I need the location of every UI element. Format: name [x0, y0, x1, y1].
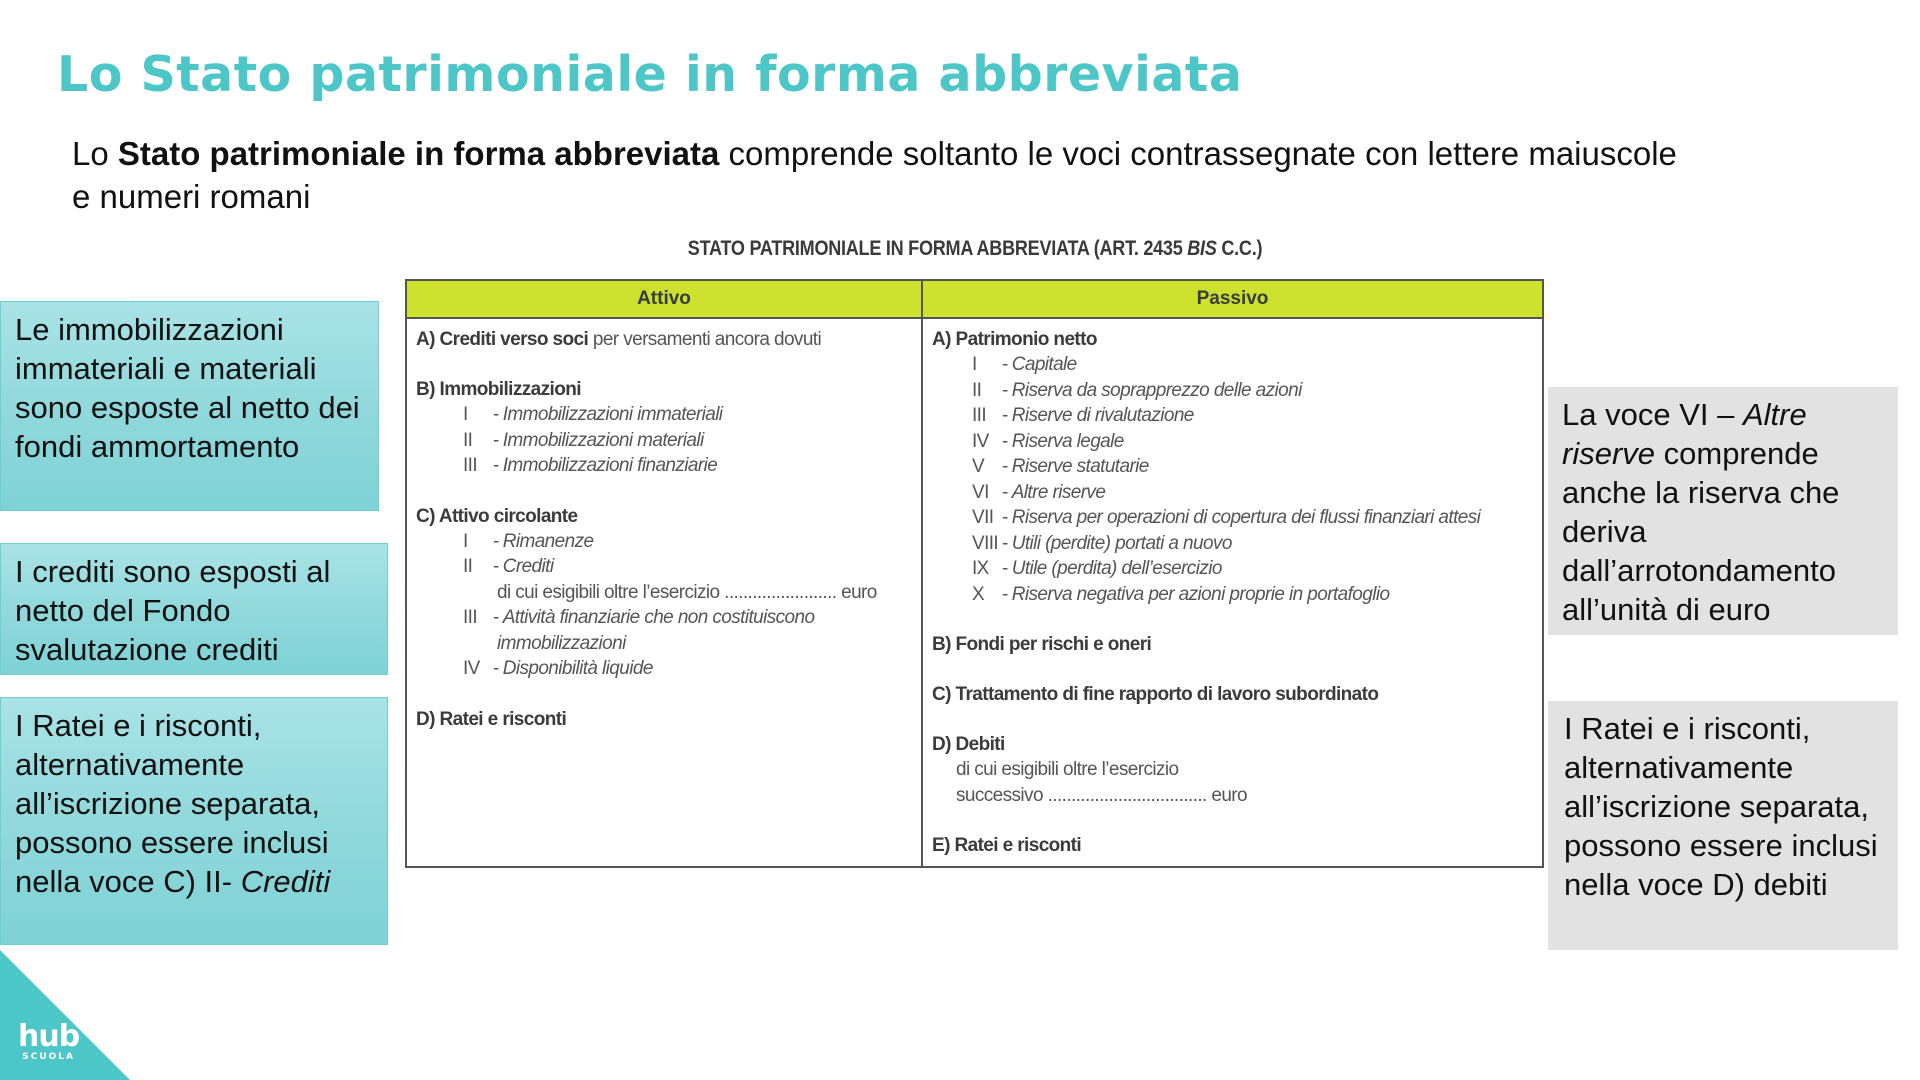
roman-numeral: I — [463, 530, 468, 552]
note-text: I crediti sono esposti al netto del Fondo svalutazione crediti — [15, 554, 331, 667]
passivo-section-c: C) Trattamento di fine rapporto di lavoro subordinato — [932, 684, 1379, 705]
list-item: I - Rimanenze — [416, 529, 913, 555]
intro-bold: Stato patrimoniale in forma abbreviata — [117, 135, 720, 172]
item-text: Crediti — [502, 556, 554, 577]
list-item: I - Capitale — [932, 352, 1534, 378]
table-caption — [485, 237, 1465, 261]
item-text: Immobilizzazioni materiali — [502, 429, 704, 451]
passivo-section-a: A) Patrimonio netto — [932, 329, 1097, 350]
item-text: Utile (perdita) dell’esercizio — [1011, 558, 1222, 579]
note-text: Le immobilizzazioni immateriali e materiali sono esposte al netto dei fondi ammortamento — [15, 312, 360, 464]
list-item: II - Immobilizzazioni materiali — [416, 428, 913, 454]
note-immobilizzazioni — [0, 301, 379, 511]
item-text: Immobilizzazioni finanziarie — [502, 455, 718, 476]
roman-numeral: I — [463, 404, 468, 425]
roman-numeral: II — [972, 379, 982, 401]
note-text-post: comprende anche la riserva che deriva dall’arrotondamento all’unità di euro — [1562, 436, 1840, 627]
attivo-column — [407, 319, 923, 866]
list-item: III - Attività finanziarie che non costituiscono — [416, 605, 913, 631]
roman-numeral: VI — [972, 481, 989, 503]
item-text: Attività finanziarie che non costituiscono — [502, 607, 815, 628]
list-item: VII - Riserva per operazioni di copertura dei flussi finanziari attesi — [932, 505, 1534, 531]
attivo-section-c: C) Attivo circolante — [416, 505, 578, 527]
item-note: di cui esigibili oltre l’esercizio ........................ euro — [497, 581, 877, 603]
note-altre-riserve — [1548, 387, 1898, 635]
roman-numeral: IV — [463, 658, 480, 679]
roman-numeral: II — [463, 429, 473, 451]
logo-scuola-text: SCUOLA — [22, 1052, 75, 1062]
logo-hub-text: hub — [18, 1019, 80, 1054]
item-text: Riserva legale — [1011, 430, 1124, 452]
intro-post: comprende soltanto le voci contrassegnate con lettere maiuscole e numeri romani — [72, 135, 1677, 215]
debiti-note-line1: di cui esigibili oltre l’esercizio — [956, 759, 1179, 780]
list-item: II - Crediti — [416, 554, 913, 580]
passivo-column — [923, 319, 1542, 866]
list-item: III - Riserve di rivalutazione — [932, 403, 1534, 429]
roman-numeral: III — [972, 405, 987, 426]
list-item: III - Immobilizzazioni finanziarie — [416, 453, 913, 479]
item-text: Altre riserve — [1011, 481, 1106, 503]
list-item: X - Riserva negativa per azioni proprie in portafoglio — [932, 582, 1534, 608]
roman-numeral: IV — [972, 430, 989, 452]
passivo-section-e: E) Ratei e risconti — [932, 835, 1082, 856]
intro-paragraph — [72, 132, 1692, 218]
item-text: Riserve statutarie — [1011, 456, 1149, 477]
roman-numeral: III — [463, 607, 478, 628]
item-text: Capitale — [1011, 354, 1077, 375]
caption-italic: BIS — [1187, 237, 1217, 260]
attivo-section-a — [416, 327, 913, 352]
attivo-section-d: D) Ratei e risconti — [416, 708, 567, 730]
caption-text: STATO PATRIMONIALE IN FORMA ABBREVIATA (ART. 2435 — [687, 237, 1188, 260]
note-text: La voce VI – — [1562, 397, 1743, 432]
stato-patrimoniale-table — [405, 279, 1544, 868]
roman-numeral: V — [972, 456, 985, 477]
item-text: Riserva da soprapprezzo delle azioni — [1011, 379, 1302, 401]
list-item: I - Immobilizzazioni immateriali — [416, 402, 913, 428]
note-italic: Crediti — [240, 864, 331, 899]
note-text: I Ratei e i risconti, alternativamente all’iscrizione separata, possono essere inclusi nella voce D) debiti — [1564, 711, 1878, 902]
list-item: V - Riserve statutarie — [932, 454, 1534, 480]
caption-text-post: C.C.) — [1216, 237, 1263, 260]
note-italic: Altre riserve — [1562, 397, 1807, 471]
item-continuation: immobilizzazioni — [497, 632, 626, 654]
item-text: Riserva per operazioni di copertura dei flussi finanziari attesi — [1011, 507, 1481, 528]
note-ratei-crediti — [0, 697, 388, 945]
item-text: Rimanenze — [502, 530, 594, 552]
passivo-section-d: D) Debiti — [932, 734, 1005, 755]
note-ratei-debiti — [1548, 701, 1898, 950]
item-text: Utili (perdite) portati a nuovo — [1011, 532, 1232, 554]
list-item: IV - Disponibilità liquide — [416, 656, 913, 682]
roman-numeral: X — [972, 583, 985, 605]
roman-numeral: IX — [972, 558, 989, 579]
item-text: Immobilizzazioni immateriali — [502, 404, 723, 425]
section-label: A) Crediti verso soci — [416, 329, 589, 350]
list-item: IX - Utile (perdita) dell’esercizio — [932, 556, 1534, 582]
list-item: VIII - Utili (perdite) portati a nuovo — [932, 531, 1534, 557]
list-item: VI - Altre riserve — [932, 480, 1534, 506]
list-item: IV - Riserva legale — [932, 429, 1534, 455]
item-text: Disponibilità liquide — [502, 658, 653, 679]
roman-numeral: I — [972, 354, 977, 375]
note-text: I Ratei e i risconti, alternativamente all’iscrizione separata, possono essere inclusi nella voce C) II- — [15, 708, 329, 899]
roman-numeral: VII — [972, 507, 994, 528]
roman-numeral: VIII — [972, 532, 999, 554]
list-item: II - Riserva da soprapprezzo delle azioni — [932, 378, 1534, 404]
header-attivo: Attivo — [407, 281, 923, 319]
note-crediti — [0, 543, 388, 675]
debiti-note-line2: successivo .................................. euro — [956, 784, 1247, 806]
hub-scuola-logo — [18, 1019, 80, 1063]
item-text: Riserva negativa per azioni proprie in portafoglio — [1011, 583, 1390, 605]
roman-numeral: III — [463, 455, 478, 476]
attivo-section-b: B) Immobilizzazioni — [416, 379, 581, 400]
header-passivo: Passivo — [923, 281, 1542, 319]
intro-pre: Lo — [72, 135, 118, 172]
passivo-section-b: B) Fondi per rischi e oneri — [932, 634, 1152, 655]
roman-numeral: II — [463, 556, 473, 577]
item-text: Riserve di rivalutazione — [1011, 405, 1194, 426]
slide-title: Lo Stato patrimoniale in forma abbreviata — [57, 46, 1243, 103]
section-rest: per versamenti ancora dovuti — [588, 329, 822, 350]
